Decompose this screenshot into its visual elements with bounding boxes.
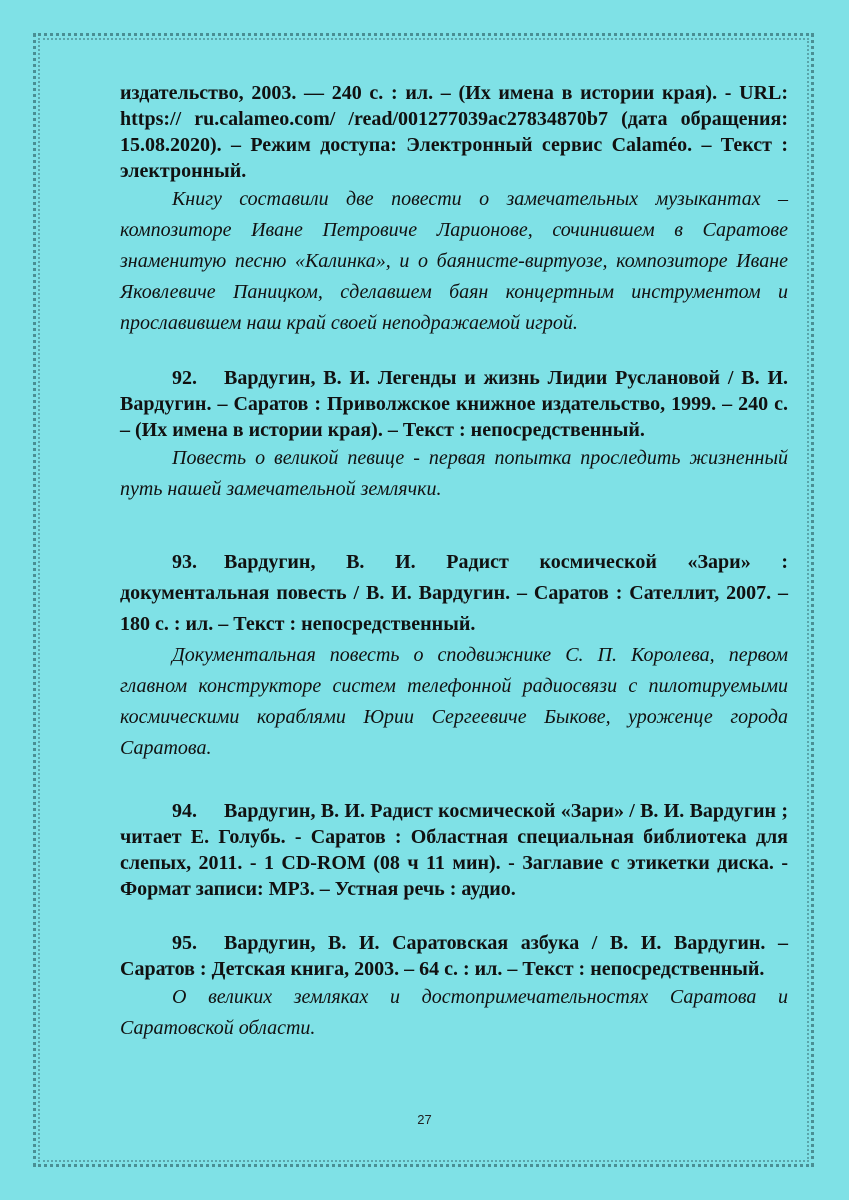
entry-citation	[120, 365, 788, 443]
entry-number: 92.	[172, 367, 197, 389]
continuation-citation: издательство, 2003. — 240 с. : ил. – (Их имена в истории края). - URL: https:// ru.calameo.com/ /read/001277039ac27834870b7 (дата обращения: 15.08.2020). – Режим доступа: Электронный сервис Calaméo. – Текст : электронный.	[120, 82, 788, 182]
entry-citation	[120, 547, 788, 640]
continuation-annotation: Книгу составили две повести о замечательных музыкантах – композиторе Иване Петровиче Ларионове, сочинившем в Саратове знаменитую песню «Калинка», и о баянисте-виртуозе, композиторе Иване Яковлевиче Паницком, сделавшем баян концертным инструментом и прославившем наш край своей неподражаемой игрой.	[120, 188, 788, 334]
entry-citation-text: Вардугин, В. И. Радист космической «Зари» / В. И. Вардугин ; читает Е. Голубь. - Саратов : Областная специальная библиотека для слепых, 2011. - 1 CD-ROM (08 ч 11 мин). - Заглавие с этикетки диска. - Формат записи: MP3. – Устная речь : аудио.	[120, 800, 788, 900]
entry-95	[120, 930, 788, 1044]
entry-93	[120, 547, 788, 764]
entry-number: 93.	[172, 551, 197, 573]
entry-citation	[120, 930, 788, 982]
entry-citation-text: Вардугин, В. И. Легенды и жизнь Лидии Руслановой / В. И. Вардугин. – Саратов : Приволжское книжное издательство, 1999. – 240 с. – (Их имена в истории края). – Текст : непосредственный.	[120, 367, 788, 441]
entry-citation-text: Вардугин, В. И. Радист космической «Зари» : документальная повесть / В. И. Вардугин. – Саратов : Сателлит, 2007. – 180 с. : ил. – Текст : непосредственный.	[120, 551, 788, 635]
page-number: 27	[417, 1112, 432, 1127]
entry-number: 95.	[172, 932, 197, 954]
entry-94	[120, 798, 788, 902]
entry-citation	[120, 798, 788, 902]
entry-number: 94.	[172, 800, 197, 822]
page-content	[120, 80, 788, 1044]
entry-annotation: О великих земляках и достопримечательностях Саратова и Саратовской области.	[120, 986, 788, 1039]
entry-92	[120, 365, 788, 505]
entry-annotation: Документальная повесть о сподвижнике С. П. Королева, первом главном конструкторе систем телефонной радиосвязи с пилотируемыми космическими кораблями Юрии Сергеевиче Быкове, уроженце города Саратова.	[120, 644, 788, 759]
entry-citation-text: Вардугин, В. И. Саратовская азбука / В. И. Вардугин. – Саратов : Детская книга, 2003. – 64 с. : ил. – Текст : непосредственный.	[120, 932, 788, 980]
entry-annotation: Повесть о великой певице - первая попытка проследить жизненный путь нашей замечательной землячки.	[120, 447, 788, 500]
